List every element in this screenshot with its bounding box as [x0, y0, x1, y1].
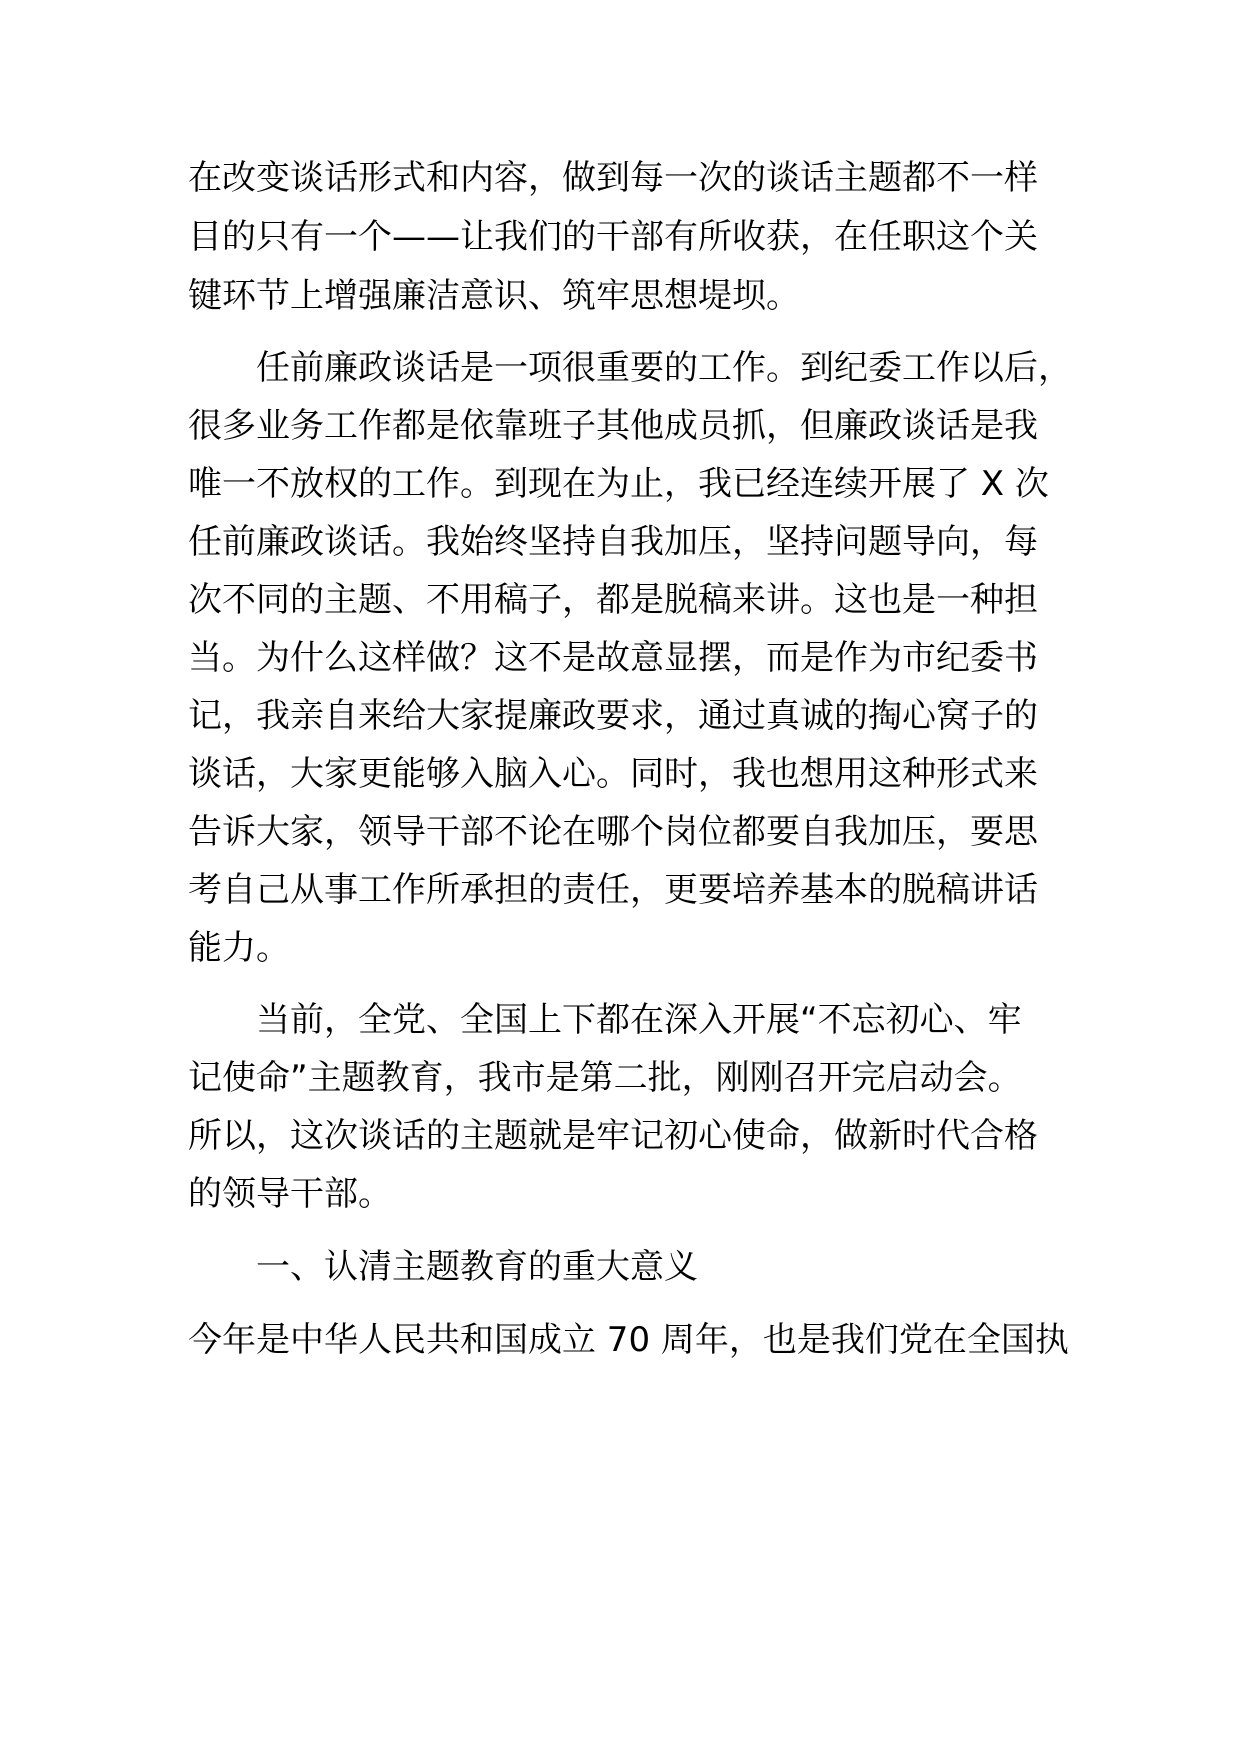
text-line: 目的只有一个——让我们的干部有所收获，在任职这个关	[188, 217, 1038, 257]
text-line: 任前廉政谈话是一项很重要的工作。到纪委工作以后，	[256, 348, 1072, 388]
text-line: 次不同的主题、不用稿子，都是脱稿来讲。这也是一种担	[188, 580, 1038, 620]
text-line: 记，我亲自来给大家提廉政要求，通过真诚的掏心窝子的	[188, 696, 1038, 736]
text-line: 今年是中华人民共和国成立 70 周年，也是我们党在全国执	[188, 1320, 1069, 1360]
section-heading: 一、认清主题教育的重大意义	[256, 1247, 698, 1287]
text-line: 谈话，大家更能够入脑入心。同时，我也想用这种形式来	[188, 754, 1038, 794]
text-line: 任前廉政谈话。我始终坚持自我加压，坚持问题导向，每	[188, 522, 1038, 562]
text-line: 当前，全党、全国上下都在深入开展“不忘初心、牢	[256, 1000, 1022, 1040]
text-line: 告诉大家，领导干部不论在哪个岗位都要自我加压，要思	[188, 812, 1038, 852]
text-line: 能力。	[188, 928, 290, 968]
text-line: 的领导干部。	[188, 1174, 392, 1214]
text-line: 考自己从事工作所承担的责任，更要培养基本的脱稿讲话	[188, 870, 1038, 910]
text-line: 记使命”主题教育，我市是第二批，刚刚召开完启动会。	[188, 1058, 1022, 1098]
text-line: 很多业务工作都是依靠班子其他成员抓，但廉政谈话是我	[188, 406, 1038, 446]
text-line: 当。为什么这样做？这不是故意显摆，而是作为市纪委书	[188, 638, 1038, 678]
text-line: 所以，这次谈话的主题就是牢记初心使命，做新时代合格	[188, 1116, 1038, 1156]
text-line: 唯一不放权的工作。到现在为止，我已经连续开展了 X 次	[188, 464, 1049, 504]
text-line: 键环节上增强廉洁意识、筑牢思想堤坝。	[188, 276, 800, 316]
text-line: 在改变谈话形式和内容，做到每一次的谈话主题都不一样	[188, 158, 1038, 198]
